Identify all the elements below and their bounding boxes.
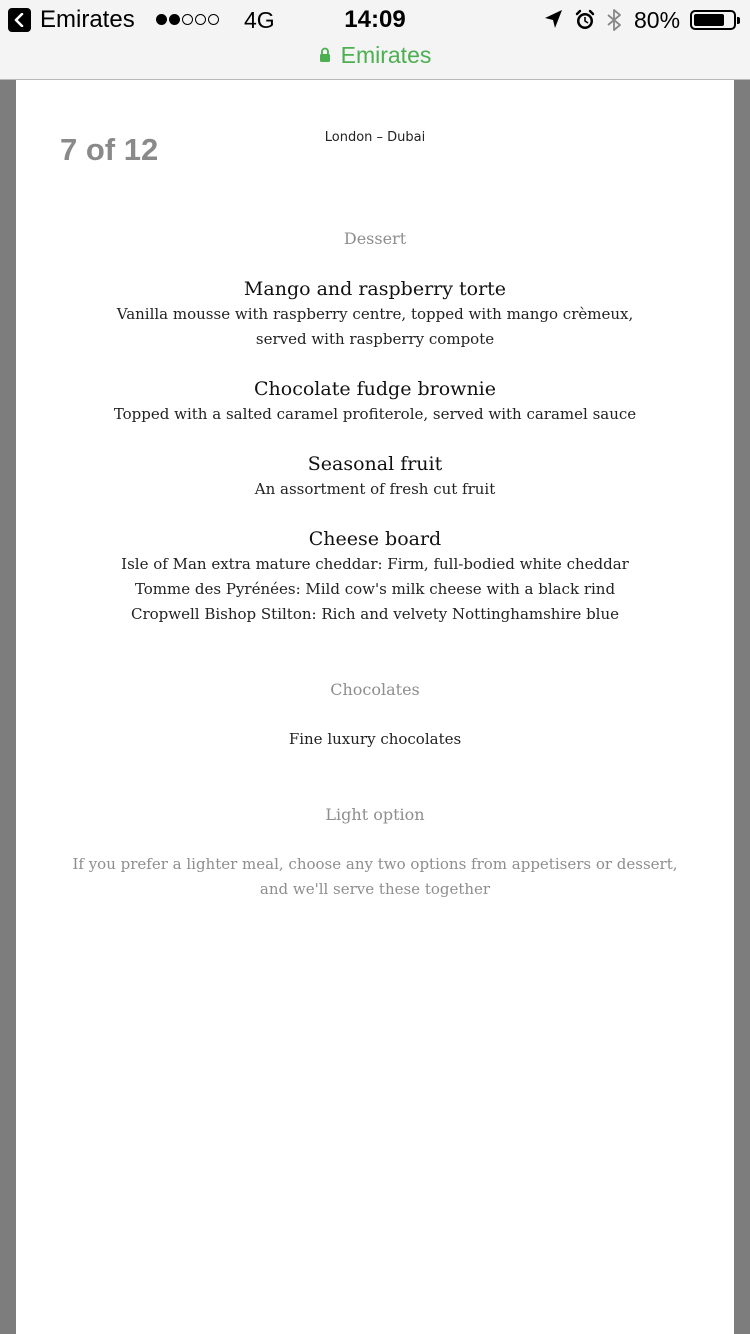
status-icons — [542, 8, 628, 32]
menu-content — [16, 228, 734, 902]
battery-nub — [737, 17, 740, 24]
light-option-note — [16, 852, 734, 902]
item-name: Chocolate fudge brownie — [254, 378, 496, 400]
item-name: Seasonal fruit — [307, 453, 443, 475]
location-arrow-icon — [545, 10, 562, 28]
back-app-label[interactable]: Emirates — [40, 6, 135, 33]
item-description: Tomme des Pyrénées: Mild cow's milk cheese with a black rind — [134, 580, 616, 598]
bluetooth-icon — [608, 10, 620, 30]
network-type: 4G — [244, 7, 275, 33]
alarm-icon — [577, 11, 593, 29]
battery-icon — [690, 10, 736, 30]
item-description: Vanilla mousse with raspberry centre, topped with mango crèmeux, — [116, 305, 634, 323]
battery-fill — [694, 14, 724, 26]
battery-percent: 80% — [634, 7, 681, 33]
section-title-dessert: Dessert — [343, 229, 407, 248]
clock: 14:09 — [344, 6, 406, 33]
item-name: Cheese board — [308, 528, 442, 550]
url-bar[interactable] — [0, 40, 750, 70]
item-description: served with raspberry compote — [255, 330, 495, 348]
light-option-line: and we'll serve these together — [259, 880, 491, 898]
chocolates-text: Fine luxury chocolates — [288, 730, 462, 748]
status-row — [0, 0, 750, 40]
url-display[interactable] — [319, 40, 432, 70]
menu-item — [16, 276, 734, 352]
item-description: Cropwell Bishop Stilton: Rich and velvety Nottinghamshire blue — [130, 605, 620, 623]
page-counter: 7 of 12 — [60, 132, 159, 167]
menu-item — [16, 451, 734, 502]
light-option-line: If you prefer a lighter meal, choose any two options from appetisers or dessert, — [72, 855, 678, 873]
section-title-light-option: Light option — [325, 805, 425, 824]
section-title-chocolates: Chocolates — [330, 680, 420, 699]
pdf-page[interactable] — [16, 80, 734, 1334]
lock-icon — [319, 47, 331, 63]
menu-item — [16, 376, 734, 427]
route-heading: London – Dubai — [324, 130, 426, 145]
item-description: Topped with a salted caramel profiterole, served with caramel sauce — [113, 405, 637, 423]
site-name: Emirates — [340, 42, 432, 68]
item-description: Isle of Man extra mature cheddar: Firm, full-bodied white cheddar — [121, 555, 629, 573]
menu-item — [16, 526, 734, 627]
item-description: An assortment of fresh cut fruit — [254, 480, 496, 498]
item-name: Mango and raspberry torte — [243, 278, 507, 300]
status-bar — [0, 0, 750, 80]
